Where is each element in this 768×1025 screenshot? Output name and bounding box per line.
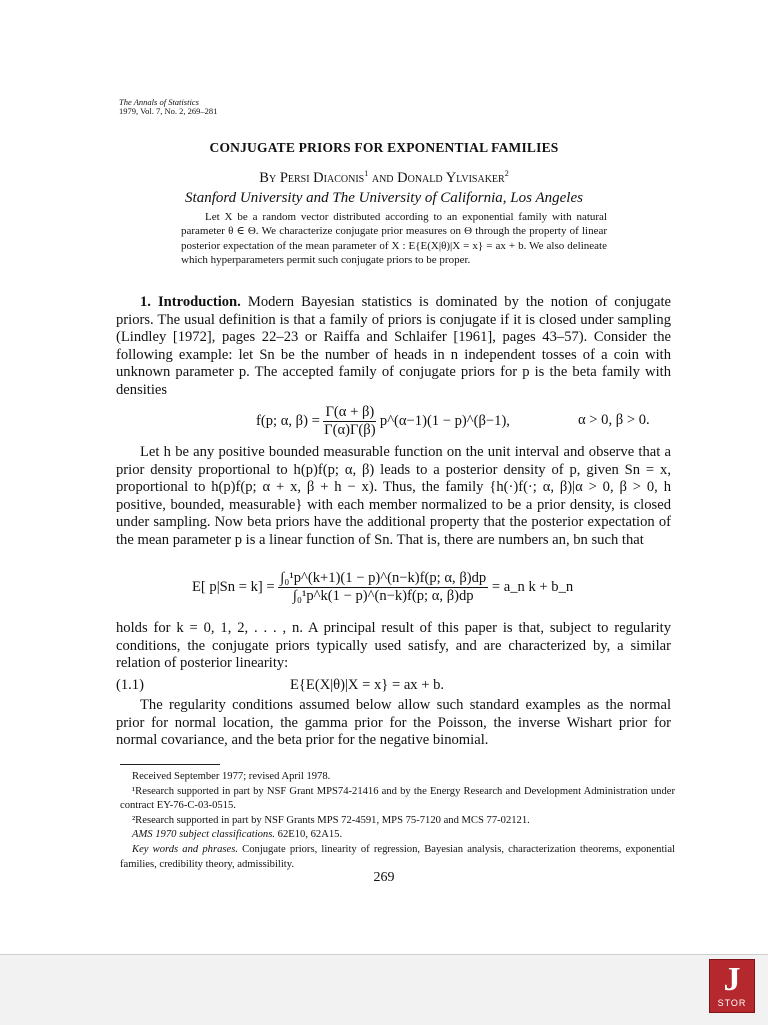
journal-volume: 1979, Vol. 7, No. 2, 269–281 [119,106,218,116]
eq1-fraction [323,404,376,439]
footnotes [120,770,675,872]
intro-p2-text: Let h be any positive bounded measurable function on the unit interval and observe that a prior density proportional to h(p)f(p; α, β) leads to a posterior density of p, given Sn = x, proportional to h(p)f(p; α + x, β + h − x). Thus, the family {h(·)f(·; α, β)|α > 0, β > 0, h positive, bounded, measurable} with each member normalized to be a prior density, is closed under sampling. Now beta priors have the additional property that the posterior expectation of the mean parameter p is a linear function of Sn. That is, there are numbers an, bn such that [116,444,671,548]
eq1-rhs: p^(α−1)(1 − p)^(β−1), [379,412,510,429]
footnote-ams [120,828,675,843]
equation-posterior-mean [192,570,573,605]
authors [0,169,768,187]
footnote-received: Received September 1977; revised April 1978. [132,771,331,782]
intro-paragraph-1 [116,294,671,400]
footnote-divider [120,764,220,765]
equation-beta-condition: α > 0, β > 0. [578,412,650,428]
author-1-note: 1 [364,169,369,178]
eq1-denominator: Γ(α)Γ(β) [324,422,376,438]
author-2-note: 2 [504,169,509,178]
intro-paragraph-3 [116,620,671,673]
eq2-numerator: ∫₀¹p^(k+1)(1 − p)^(n−k)f(p; α, β)dp [280,570,487,586]
footnote-keywords [120,843,675,872]
keywords-label: Key words and phrases. [132,843,238,855]
eq2-rhs: = a_n k + b_n [491,578,574,595]
author-and: and [371,169,394,186]
section-heading: 1. Introduction. [140,294,241,310]
journal-name: The Annals of Statistics [119,97,199,107]
jstor-logo-letter: J [723,961,741,998]
equation-label-1-1: (1.1) [116,677,144,693]
intro-paragraph-4 [116,697,671,750]
equation-1-1: E{E(X|θ)|X = x} = ax + b. [290,677,445,693]
equation-beta-density [256,404,510,439]
footnote-1: ¹Research supported in part by NSF Grant MPS74-21416 and by the Energy Research and Development Administration under contract EY-76-C-03-0515. [120,785,675,812]
intro-p1-text: Modern Bayesian statistics is dominated by the notion of conjugate priors. The usual definition is that a family of priors is conjugate if it is closed under sampling (Lindley [1972], pages 22–23 or Raiffa and Schlaifer [1961], pages 43–57). Consider the following example: let Sn be the number of heads in n independent tosses of a coin with unknown parameter p. The accepted family of conjugate priors for p is the beta family with densities [116,294,671,398]
ams-label: AMS 1970 subject classifications. [132,829,276,841]
intro-p4-text: The regularity conditions assumed below allow such standard examples as the normal prior for normal location, the gamma prior for the Poisson, the inverse Wishart prior for normal covariance, and the beta prior for the negative binomial. [116,697,671,749]
eq2-lhs: E[ p|Sn = k] = [192,578,275,595]
author-2: Donald Ylvisaker [397,169,505,186]
journal-citation [119,98,217,116]
paper-title: CONJUGATE PRIORS FOR EXPONENTIAL FAMILIES [209,140,559,155]
page-number: 269 [373,870,395,885]
intro-paragraph-2 [116,444,671,550]
jstor-logo-text: STOR [717,998,747,1008]
jstor-logo[interactable] [709,959,755,1013]
eq2-fraction [278,570,488,605]
abstract-text: Let X be a random vector distributed according to an exponential family with natural parameter θ ∈ Θ. We characterize conjugate prior measures on Θ through the property of linear posterior expectation of the mean parameter of X : E{E(X|θ)|X = x} = ax + b. We also delineate which hyperparameters permit such conjugate priors to be proper. [181,211,607,267]
eq2-denominator: ∫₀¹p^k(1 − p)^(n−k)f(p; α, β)dp [292,588,474,604]
ams-codes: 62E10, 62A15. [277,829,343,841]
affiliation: Stanford University and The University of California, Los Angeles [185,190,583,206]
author-prefix: By [259,169,277,186]
footnote-2: ²Research supported in part by NSF Grants MPS 72-4591, MPS 75-7120 and MCS 77-02121. [132,814,530,826]
eq1-numerator: Γ(α + β) [325,404,375,420]
eq1-lhs: f(p; α, β) = [256,412,320,429]
author-1: Persi Diaconis [279,169,365,186]
keywords-text: Conjugate priors, linearity of regression, Bayesian analysis, characterization theorems, exponential families, credibility theory, admissibility. [120,843,675,870]
viewer-footer-bar [0,954,768,1025]
abstract [181,210,607,268]
intro-p3-text: holds for k = 0, 1, 2, . . . , n. A principal result of this paper is that, subject to regularity conditions, the conjugate priors typically used satisfy, and are characterized by, a similar relation of posterior linearity: [116,620,671,672]
